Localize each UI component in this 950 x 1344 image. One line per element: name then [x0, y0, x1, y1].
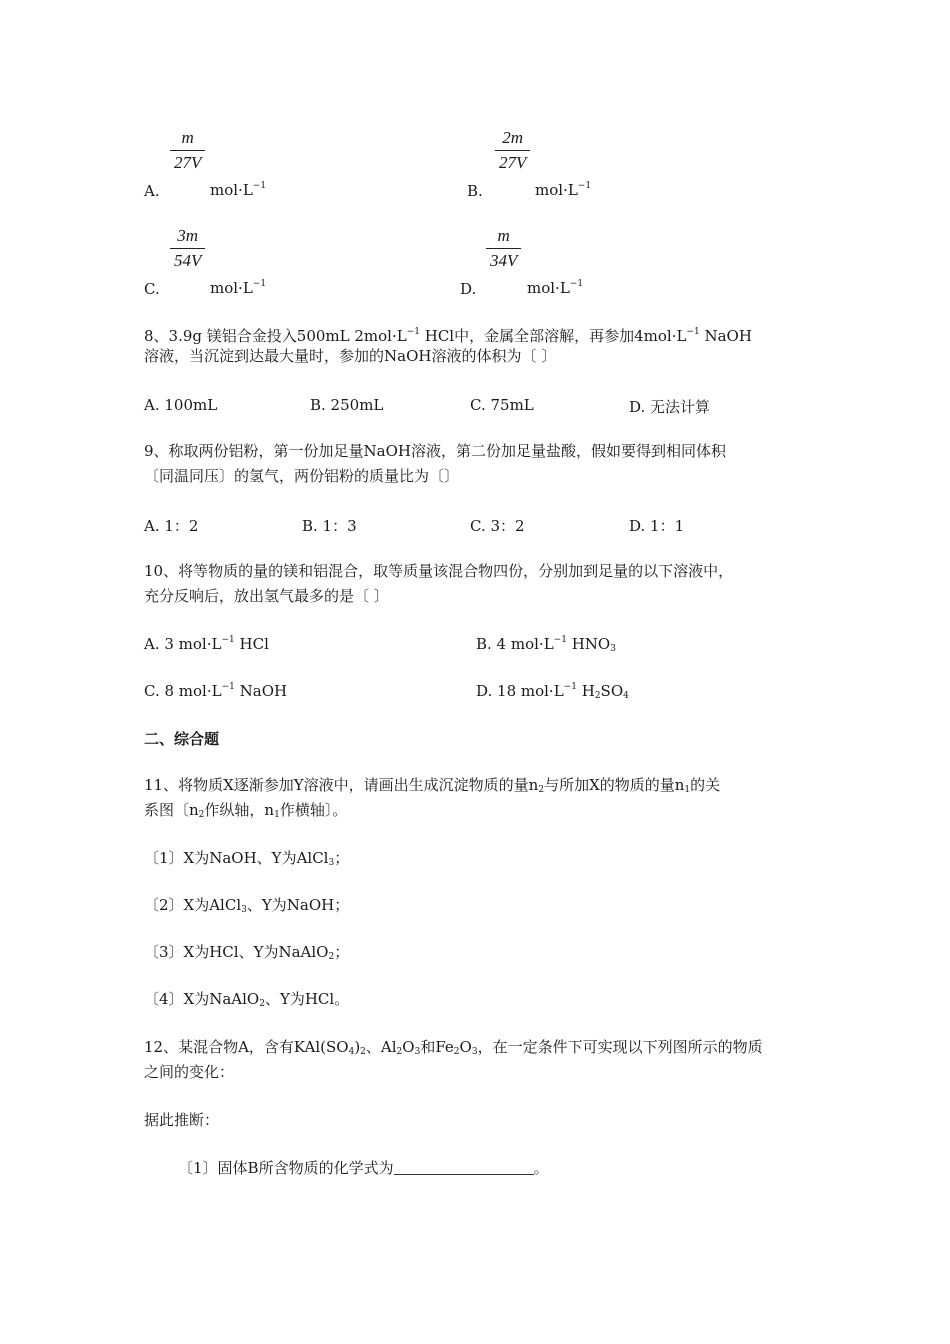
fraction-c: [170, 226, 205, 271]
question-11-part-3: 〔3〕X为HCl、Y为NaAlO$_2$；: [144, 943, 350, 962]
fraction-a-numerator: m: [181, 128, 194, 147]
fraction-b: [495, 128, 530, 173]
question-12-line-1: 12、某混合物A，含有$KAl(SO_4)_2$、$Al_2O_3$和$Fe_2O_3$，在一定条件下可实现以下列图所示的物质: [144, 1038, 763, 1057]
fraction-a-denominator: 27V: [174, 153, 202, 172]
question-12-line-3: 据此推断：: [144, 1111, 220, 1129]
option-b-letter: B.: [467, 182, 483, 200]
option-a-letter: A.: [144, 182, 160, 200]
fraction-c-denominator: 54V: [174, 251, 202, 270]
fraction-b-numerator: 2m: [502, 128, 524, 147]
q10-option-a: A. 3 $mol\cdot L^{-1}$ HCl: [144, 635, 269, 653]
question-9-line-2: 〔同温同压〕的氢气，两份铝粉的质量比为〔〕: [144, 467, 460, 485]
fraction-d: [486, 226, 521, 271]
fraction-d-numerator: m: [497, 226, 510, 245]
question-10-line-1: 10、将等物质的量的镁和铝混合，取等质量该混合物四份，分别加到足量的以下溶液中，: [144, 562, 734, 580]
question-12-line-2: 之间的变化：: [144, 1063, 235, 1081]
question-9-line-1: 9、称取两份铝粉，第一份加足量NaOH溶液，第二份加足量盐酸，假如要得到相同体积: [144, 442, 726, 460]
q10-option-b: B. 4 $mol\cdot L^{-1}$ $HNO_3$: [476, 635, 616, 654]
q9-option-a: A. 1：2: [144, 517, 199, 535]
option-c-unit: $mol\cdot L^{-1}$: [210, 279, 267, 297]
q8-option-c: C. 75mL: [470, 396, 534, 414]
section-2-title: 二、综合题: [144, 730, 220, 748]
option-c-letter: C.: [144, 280, 160, 298]
fraction-c-numerator: 3m: [177, 226, 199, 245]
answer-blank[interactable]: [394, 1160, 534, 1175]
q9-option-b: B. 1：3: [302, 517, 357, 535]
fraction-a: [170, 128, 205, 173]
fraction-b-denominator: 27V: [499, 153, 527, 172]
q9-option-c: C. 3：2: [470, 517, 525, 535]
question-12-part-1: 〔1〕固体B所含物质的化学式为 。: [178, 1159, 549, 1177]
question-10-line-2: 充分反响后，放出氢气最多的是〔 〕: [144, 587, 389, 605]
q10-option-d: D. 18 $mol\cdot L^{-1}$ $H_2SO_4$: [476, 682, 629, 701]
q8-option-d: D. 无法计算: [629, 398, 711, 416]
option-b-unit: $mol\cdot L^{-1}$: [535, 181, 592, 199]
q8-option-b: B. 250mL: [310, 396, 384, 414]
question-11-part-1: 〔1〕X为NaOH、Y为AlCl$_3$；: [144, 849, 350, 868]
question-11-line-2: 系图〔$n_2$作纵轴，$n_1$作横轴〕。: [144, 801, 348, 820]
q10-option-c: C. 8 $mol\cdot L^{-1}$ NaOH: [144, 682, 288, 700]
option-d-unit: $mol\cdot L^{-1}$: [527, 279, 584, 297]
q8-option-a: A. 100mL: [144, 396, 218, 414]
question-11-line-1: 11、将物质X逐渐参加Y溶液中，请画出生成沉淀物质的量$n_2$与所加X的物质的量$n_1$的关: [144, 776, 721, 795]
question-11-part-2: 〔2〕X为AlCl$_3$、Y为NaOH；: [144, 896, 350, 915]
question-8-line-2: 溶液，当沉淀到达最大量时，参加的NaOH溶液的体积为〔 〕: [144, 347, 557, 365]
question-11-part-4: 〔4〕X为NaAlO$_2$、Y为HCl。: [144, 990, 350, 1009]
option-a-unit: $mol\cdot L^{-1}$: [210, 181, 267, 199]
fraction-d-denominator: 34V: [490, 251, 518, 270]
option-d-letter: D.: [460, 280, 477, 298]
question-8-line-1: 8、3.9g 镁铝合金投入500mL $2mol\cdot L^{-1}$ HCl中，金属全部溶解，再参加$4mol\cdot L^{-1}$ NaOH: [144, 327, 752, 345]
q9-option-d: D. 1：1: [629, 517, 685, 535]
